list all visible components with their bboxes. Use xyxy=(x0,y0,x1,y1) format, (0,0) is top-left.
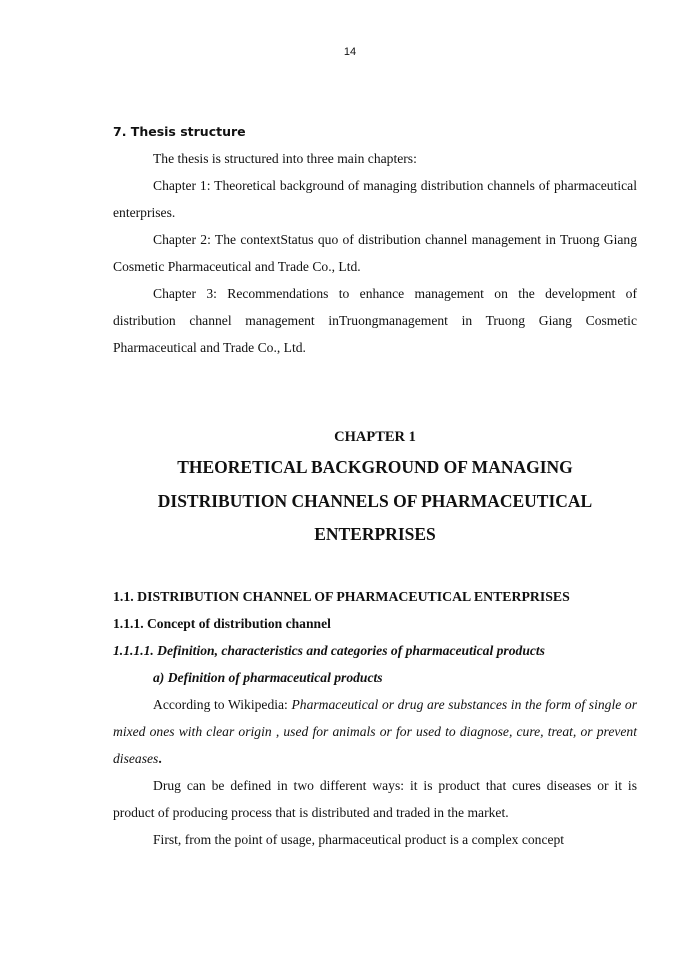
wikipedia-definition-paragraph xyxy=(113,691,637,772)
chapter-3-summary: Chapter 3: Recommendations to enhance management on the development of distribution channel management inTruongmanagement in Truong Giang Cosmetic Pharmaceutical and Trade Co., Ltd. xyxy=(113,286,637,355)
chapter-2-summary: Chapter 2: The contextStatus quo of distribution channel management in Truong Giang Cosmetic Pharmaceutical and Trade Co., Ltd. xyxy=(113,232,637,274)
chapter-label: CHAPTER 1 xyxy=(334,429,416,445)
usage-paragraph: First, from the point of usage, pharmaceutical product is a complex concept xyxy=(153,831,565,847)
wikipedia-quote: Pharmaceutical or drug are substances in the form of single or mixed ones with clear origin , used for animals or for used to diagnose, cure, treat, or prevent diseases xyxy=(113,696,638,766)
page-number: 14 xyxy=(343,46,357,58)
wikipedia-lead-text: According to Wikipedia: xyxy=(153,696,292,712)
thesis-structure-intro: The thesis is structured into three main chapters: xyxy=(153,151,417,166)
chapter-heading-block xyxy=(113,423,637,552)
chapter-title-line-1: THEORETICAL BACKGROUND OF MANAGING xyxy=(177,457,573,477)
page-content xyxy=(113,118,637,853)
wikipedia-quote-end: . xyxy=(158,750,162,766)
chapter-title-line-2: DISTRIBUTION CHANNELS OF PHARMACEUTICAL xyxy=(157,490,593,511)
chapter-title-line-3: ENTERPRISES xyxy=(314,524,436,544)
drug-definition-paragraph: Drug can be defined in two different ways: it is product that cures diseases or it is product of producing process that is distributed and traded in the market. xyxy=(113,777,637,820)
chapter-1-summary: Chapter 1: Theoretical background of managing distribution channels of pharmaceutical enterprises. xyxy=(113,178,637,220)
thesis-structure-heading: 7. Thesis structure xyxy=(113,124,246,139)
section-1-1-heading: 1.1. DISTRIBUTION CHANNEL OF PHARMACEUTICAL ENTERPRISES xyxy=(113,588,570,604)
section-1-1-1-heading: 1.1.1. Concept of distribution channel xyxy=(113,615,331,631)
section-1-1-1-1-heading: 1.1.1.1. Definition, characteristics and categories of pharmaceutical products xyxy=(113,642,545,658)
subsection-a-heading: a) Definition of pharmaceutical products xyxy=(153,669,383,685)
